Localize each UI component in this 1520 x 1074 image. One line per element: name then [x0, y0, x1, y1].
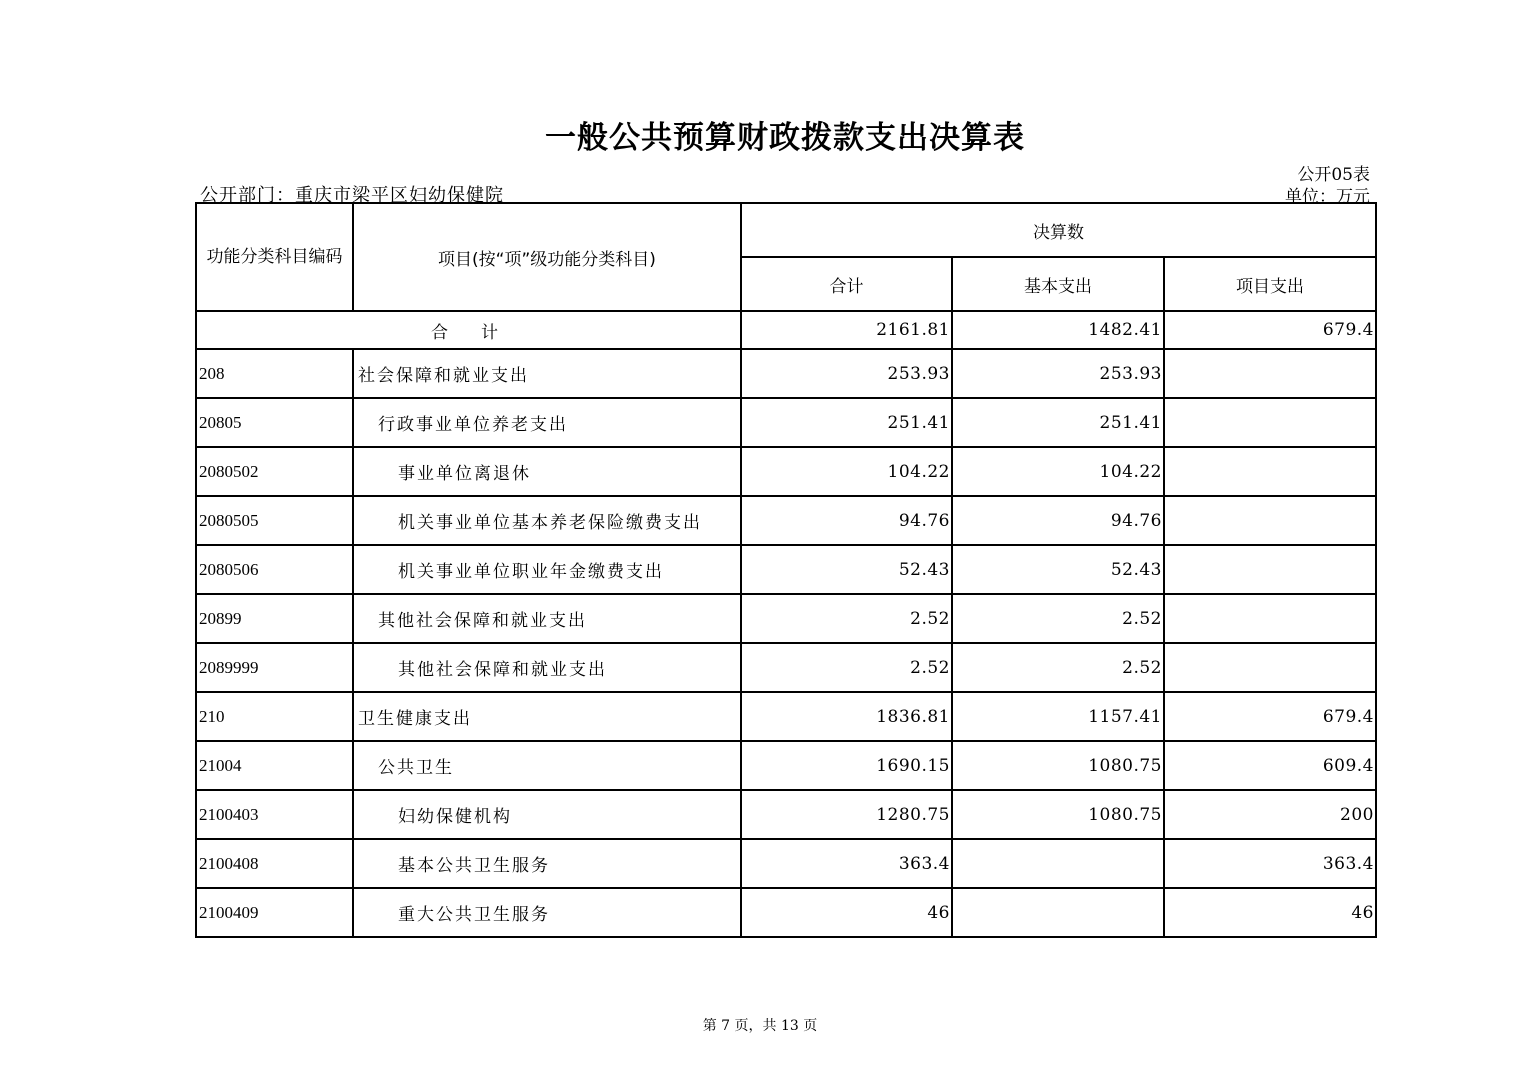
row-name: 事业单位离退休: [353, 447, 741, 496]
row-basic: 1080.75: [952, 790, 1164, 839]
row-name: 重大公共卫生服务: [353, 888, 741, 937]
row-project: [1164, 496, 1376, 545]
header-item: 项目(按“项”级功能分类科目): [353, 203, 741, 311]
row-total: 363.4: [741, 839, 952, 888]
header-basic: 基本支出: [952, 257, 1164, 311]
row-name: 行政事业单位养老支出: [353, 398, 741, 447]
row-basic: 1080.75: [952, 741, 1164, 790]
department-label: 公开部门：重庆市梁平区妇幼保健院: [200, 185, 504, 206]
row-total: 94.76: [741, 496, 952, 545]
table-row: [196, 643, 1376, 692]
row-total: 253.93: [741, 349, 952, 398]
table-row: [196, 496, 1376, 545]
row-total: 2.52: [741, 594, 952, 643]
row-total: 1836.81: [741, 692, 952, 741]
row-project: [1164, 643, 1376, 692]
table-row: [196, 692, 1376, 741]
row-code: 2100409: [196, 888, 353, 937]
row-code: 2089999: [196, 643, 353, 692]
row-basic: [952, 888, 1164, 937]
row-name: 基本公共卫生服务: [353, 839, 741, 888]
row-name: 其他社会保障和就业支出: [353, 594, 741, 643]
table-row: [196, 790, 1376, 839]
row-project: [1164, 349, 1376, 398]
row-basic: 104.22: [952, 447, 1164, 496]
row-basic: 251.41: [952, 398, 1164, 447]
row-code: 2080502: [196, 447, 353, 496]
row-project: [1164, 545, 1376, 594]
row-total: 52.43: [741, 545, 952, 594]
table-row: [196, 447, 1376, 496]
row-total: 1690.15: [741, 741, 952, 790]
table-row: [196, 398, 1376, 447]
row-code: 20805: [196, 398, 353, 447]
row-project: 609.4: [1164, 741, 1376, 790]
row-total: 1280.75: [741, 790, 952, 839]
total-basic: 1482.41: [952, 311, 1164, 349]
expenditure-table: [195, 202, 1377, 938]
row-code: 2100403: [196, 790, 353, 839]
table-row: [196, 741, 1376, 790]
table-row: [196, 839, 1376, 888]
row-name: 卫生健康支出: [353, 692, 741, 741]
header-project: 项目支出: [1164, 257, 1376, 311]
row-basic: 1157.41: [952, 692, 1164, 741]
row-name: 其他社会保障和就业支出: [353, 643, 741, 692]
row-name: 社会保障和就业支出: [353, 349, 741, 398]
row-code: 2080505: [196, 496, 353, 545]
header-total: 合计: [741, 257, 952, 311]
row-name: 机关事业单位基本养老保险缴费支出: [353, 496, 741, 545]
row-project: 46: [1164, 888, 1376, 937]
total-total: 2161.81: [741, 311, 952, 349]
row-project: [1164, 398, 1376, 447]
row-total: 2.52: [741, 643, 952, 692]
row-code: 208: [196, 349, 353, 398]
total-project: 679.4: [1164, 311, 1376, 349]
row-code: 2100408: [196, 839, 353, 888]
row-project: [1164, 447, 1376, 496]
total-row: [196, 311, 1376, 349]
row-project: [1164, 594, 1376, 643]
row-name: 机关事业单位职业年金缴费支出: [353, 545, 741, 594]
table-row: [196, 888, 1376, 937]
row-code: 21004: [196, 741, 353, 790]
row-total: 251.41: [741, 398, 952, 447]
row-basic: 2.52: [952, 643, 1164, 692]
row-basic: 253.93: [952, 349, 1164, 398]
row-basic: [952, 839, 1164, 888]
table-row: [196, 545, 1376, 594]
row-basic: 94.76: [952, 496, 1164, 545]
unit-label: 单位：万元: [1285, 187, 1370, 207]
row-total: 104.22: [741, 447, 952, 496]
table-row: [196, 349, 1376, 398]
row-code: 210: [196, 692, 353, 741]
row-project: 200: [1164, 790, 1376, 839]
row-code: 2080506: [196, 545, 353, 594]
header-final-amount: 决算数: [741, 203, 1376, 257]
row-project: 363.4: [1164, 839, 1376, 888]
header-code: 功能分类科目编码: [196, 203, 353, 311]
row-basic: 52.43: [952, 545, 1164, 594]
row-code: 20899: [196, 594, 353, 643]
total-label: 合 计: [196, 311, 741, 349]
row-name: 妇幼保健机构: [353, 790, 741, 839]
page-title: 一般公共预算财政拨款支出决算表: [545, 120, 1025, 156]
row-name: 公共卫生: [353, 741, 741, 790]
form-code: 公开05表: [1297, 165, 1370, 185]
row-total: 46: [741, 888, 952, 937]
row-project: 679.4: [1164, 692, 1376, 741]
page-footer: 第 7 页，共 13 页: [702, 1018, 818, 1034]
row-basic: 2.52: [952, 594, 1164, 643]
table-row: [196, 594, 1376, 643]
